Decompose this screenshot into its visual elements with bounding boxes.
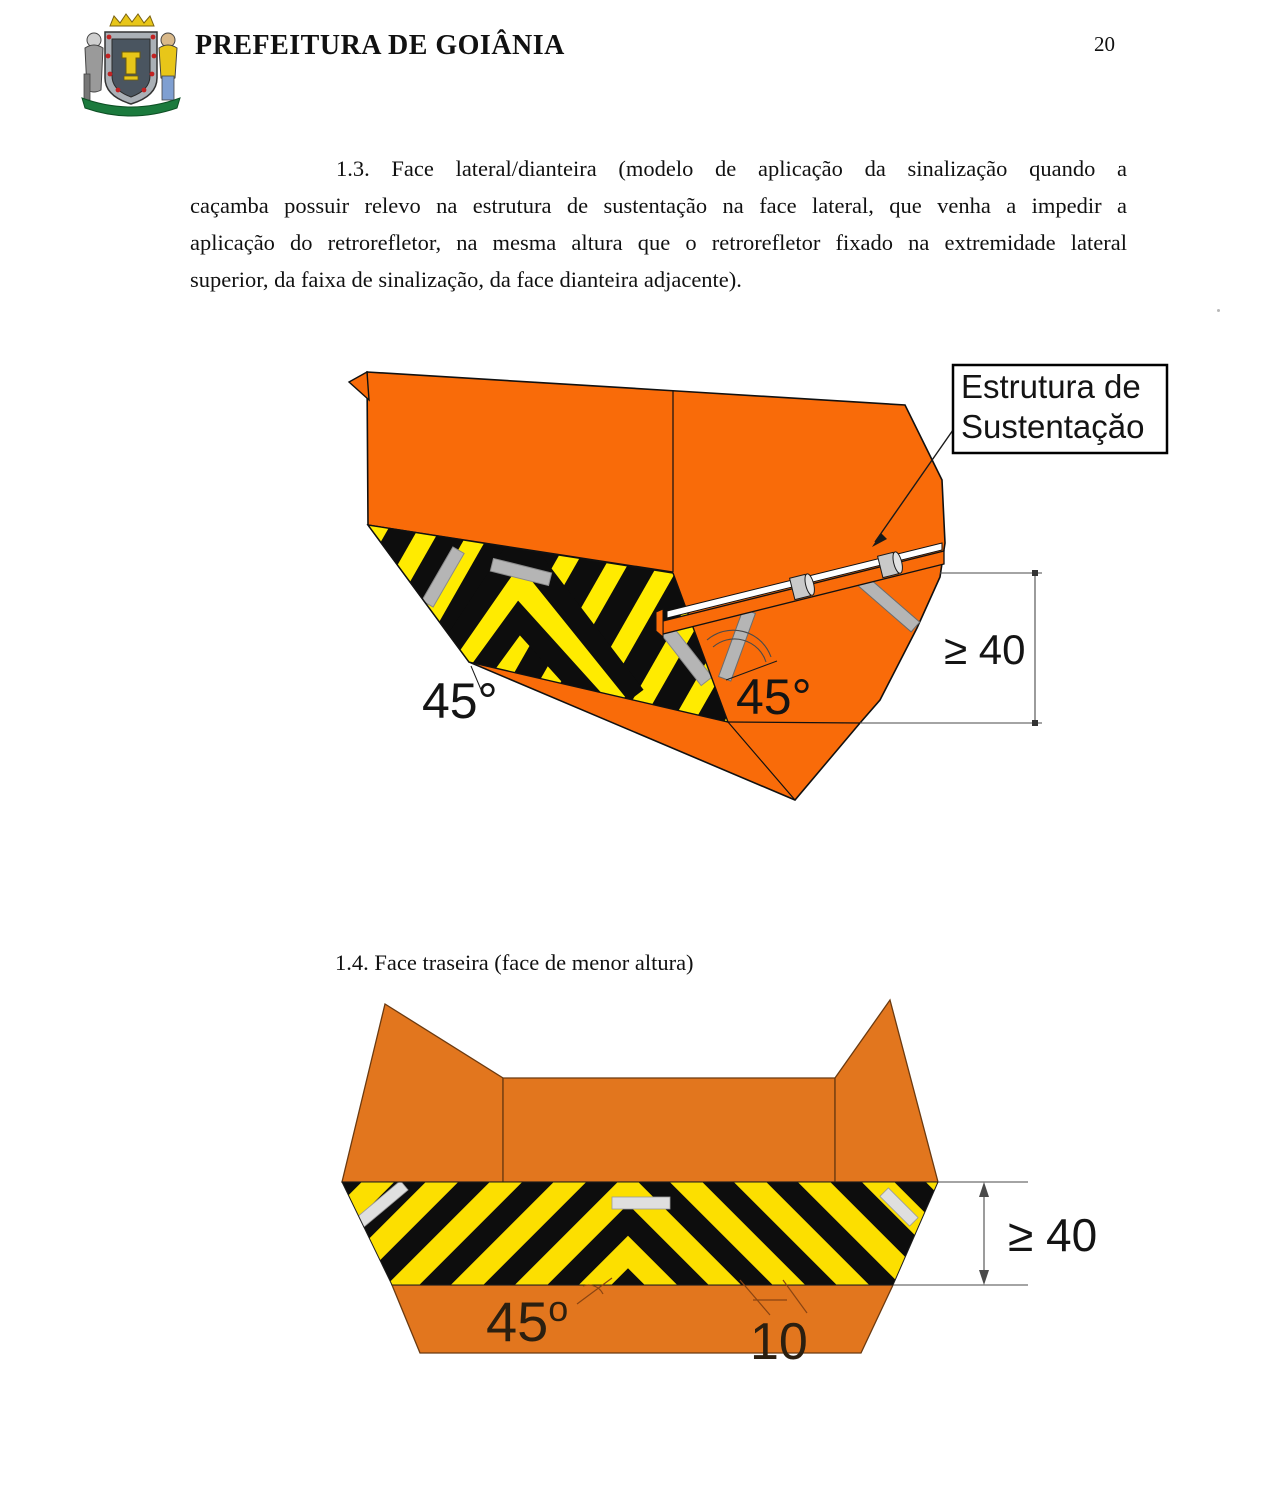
dimension-label: ≥ 40 <box>944 626 1026 673</box>
paragraph-line: superior, da faixa de sinalização, da face dianteira adjacente). <box>190 267 742 292</box>
structure-label-box <box>953 365 1167 453</box>
structure-label-line2: Sustentaçăo <box>961 408 1145 445</box>
heading-1-4: 1.4. Face traseira (face de menor altura) <box>335 950 694 975</box>
rim-notch <box>349 372 369 400</box>
document-title: PREFEITURA DE GOIÂNIA <box>195 30 565 61</box>
structure-label-line1: Estrutura de <box>961 368 1141 405</box>
supporter-left-icon <box>84 33 103 100</box>
coat-of-arms <box>72 12 190 120</box>
goiania-logo <box>72 12 190 120</box>
dimension-label: ≥ 40 <box>1008 1209 1098 1261</box>
right-wing <box>835 1000 938 1182</box>
rear-panel <box>503 1078 835 1182</box>
shield-icon <box>105 32 157 104</box>
left-wing <box>342 1004 503 1182</box>
bottom-skirt <box>392 1285 893 1353</box>
paragraph-line: caçamba possuir relevo na estrutura de sustentação na face lateral, que venha a impedir a <box>190 193 1127 218</box>
page-number: 20 <box>1094 32 1115 56</box>
paragraph-1-3 <box>190 150 1127 298</box>
crown-icon <box>110 14 154 26</box>
angle-label-right: 45° <box>736 669 812 725</box>
dumpster-rear-body <box>342 1000 938 1353</box>
paragraph-line: 1.3. Face lateral/dianteira (modelo de aplicação da sinalização quando a <box>336 156 1127 181</box>
angle-label: 45$^o$ <box>486 1288 569 1353</box>
page-artifact-dot <box>1217 309 1220 312</box>
paragraph-line: aplicação do retrorefletor, na mesma altura que o retrorefletor fixado na extremidade lateral <box>190 230 1127 255</box>
diagram-rear-face <box>320 985 1220 1405</box>
angle-label-left: 45° <box>422 673 498 729</box>
stripe-width-label: 10 <box>750 1313 808 1371</box>
diagram-side-front-face <box>330 350 1180 820</box>
supporter-right-icon <box>159 33 177 100</box>
